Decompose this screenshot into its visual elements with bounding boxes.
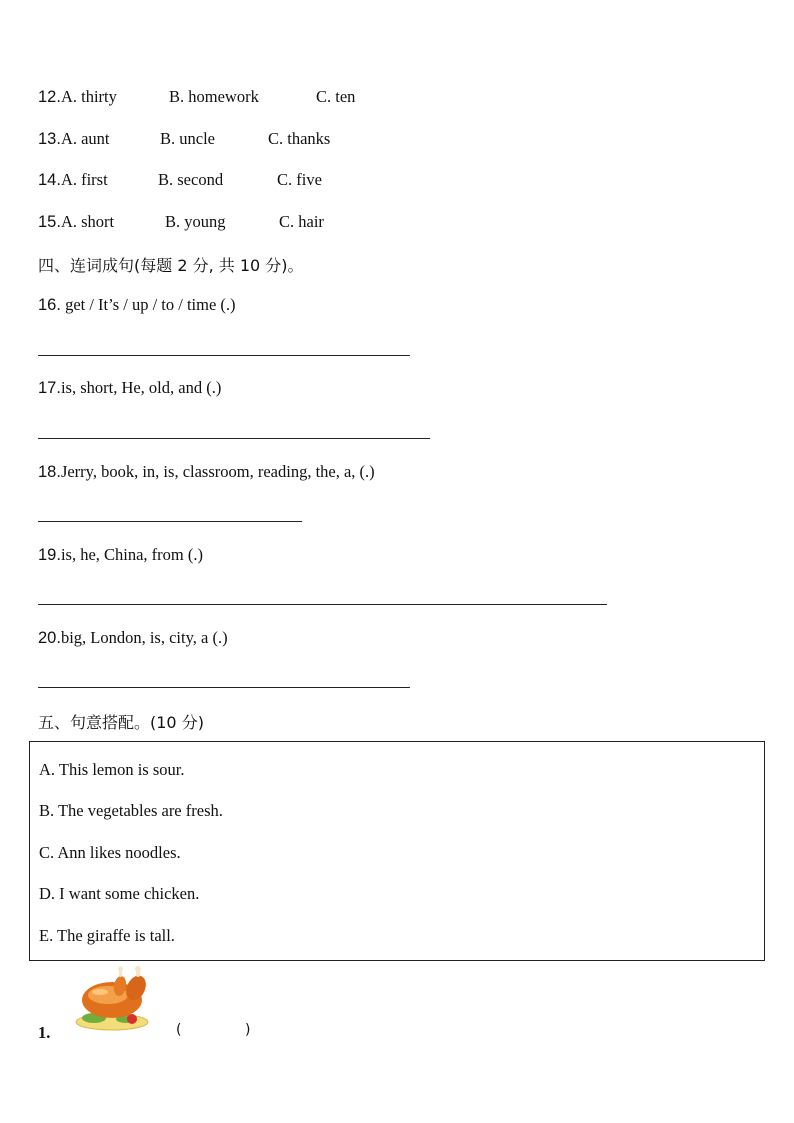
question-number: 15. <box>38 213 61 231</box>
option-b: B. second <box>158 170 224 189</box>
option-b: B. young <box>165 212 226 231</box>
question-number: 17. <box>38 379 61 397</box>
option-a: A. aunt <box>60 129 110 148</box>
sentence-option: B. The vegetables are fresh. <box>39 801 223 820</box>
option-a: A. first <box>60 170 108 189</box>
reorder-question <box>38 545 203 565</box>
reorder-question <box>38 462 375 482</box>
reorder-question <box>38 295 236 315</box>
sentence-option: D. I want some chicken. <box>39 884 200 903</box>
question-number: 19. <box>38 546 61 564</box>
question-words: Jerry, book, in, is, classroom, reading, the, a, (.) <box>60 462 375 481</box>
section-heading: 四、连词成句(每题 2 分, 共 10 分)。 <box>38 256 304 275</box>
answer-paren-close: ) <box>245 1022 251 1038</box>
question-number: 14. <box>38 171 61 189</box>
option-a: A. thirty <box>60 87 117 106</box>
question-words: get / It’s / up / to / time (.) <box>60 295 236 314</box>
answer-line[interactable] <box>38 521 302 522</box>
question-number: 13. <box>38 130 61 148</box>
question-number: 16. <box>38 296 61 314</box>
answer-line[interactable] <box>38 687 410 688</box>
question-words: is, he, China, from (.) <box>60 545 203 564</box>
reorder-question <box>38 628 228 648</box>
option-a: A. short <box>60 212 115 231</box>
reorder-question <box>38 378 221 398</box>
sentence-option: A. This lemon is sour. <box>39 760 185 779</box>
item-number: 1. <box>38 1023 51 1042</box>
question-number: 12. <box>38 88 61 106</box>
option-b: B. uncle <box>160 129 215 148</box>
answer-blank[interactable] <box>186 1020 244 1040</box>
sentence-option: C. Ann likes noodles. <box>39 843 181 862</box>
choice-question <box>38 129 438 151</box>
option-c: C. ten <box>316 87 356 106</box>
choice-question <box>38 170 438 192</box>
answer-line[interactable] <box>38 355 410 356</box>
sentence-box <box>29 741 765 961</box>
question-number: 20. <box>38 629 61 647</box>
choice-question <box>38 87 438 109</box>
option-c: C. five <box>277 170 322 189</box>
sentence-option: E. The giraffe is tall. <box>39 926 175 945</box>
choice-question <box>38 212 438 234</box>
question-words: is, short, He, old, and (.) <box>60 378 222 397</box>
answer-line[interactable] <box>38 438 430 439</box>
question-number: 18. <box>38 463 61 481</box>
answer-line[interactable] <box>38 604 607 605</box>
section-heading: 五、句意搭配。(10 分) <box>38 713 204 732</box>
roast-chicken-icon <box>72 964 152 1034</box>
answer-paren-open: ( <box>176 1022 182 1038</box>
option-c: C. hair <box>279 212 324 231</box>
option-b: B. homework <box>169 87 259 106</box>
question-words: big, London, is, city, a (.) <box>60 628 228 647</box>
option-c: C. thanks <box>268 129 331 148</box>
